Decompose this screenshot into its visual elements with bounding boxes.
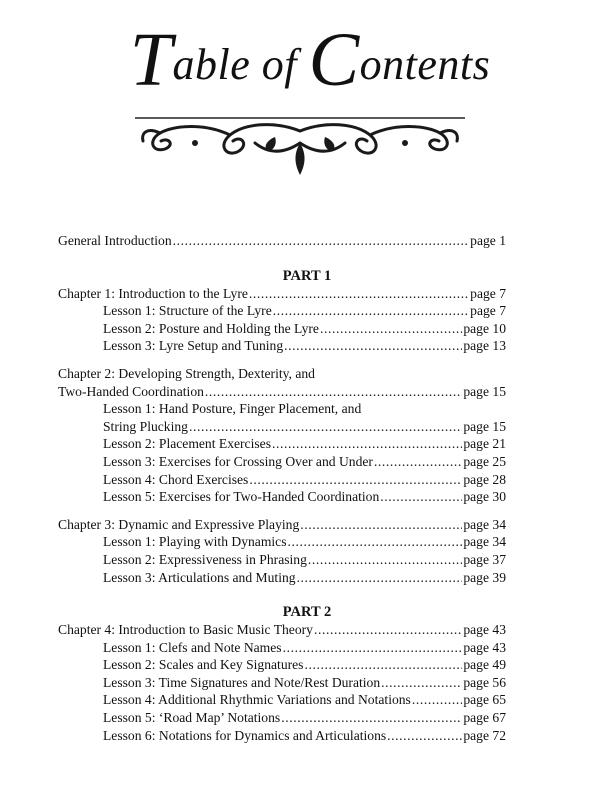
- title-initial-c: C: [308, 18, 360, 102]
- toc-entry-lesson[interactable]: [58, 569, 506, 587]
- title-rest-1: able of: [172, 40, 309, 89]
- dot-leader: [249, 471, 462, 489]
- toc-entry-chapter-1[interactable]: [58, 285, 506, 303]
- entry-label: Lesson 2: Placement Exercises: [103, 436, 271, 452]
- entry-page: page 21: [463, 436, 506, 452]
- title-rest-2: ontents: [359, 40, 491, 89]
- dot-leader: [297, 569, 463, 587]
- dot-leader: [283, 639, 463, 657]
- entry-page: page 13: [463, 338, 506, 354]
- entry-page: page 72: [463, 727, 506, 743]
- entry-label: Chapter 3: Dynamic and Expressive Playing: [58, 516, 300, 532]
- toc-entry-chapter-4[interactable]: [58, 621, 506, 639]
- entry-label: General Introduction: [58, 233, 172, 248]
- entry-label: Lesson 4: Chord Exercises: [103, 471, 249, 487]
- dot-leader: [380, 488, 462, 506]
- dot-leader: [314, 621, 462, 639]
- entry-page: page 28: [463, 471, 506, 487]
- entry-label: Two-Handed Coordination: [58, 383, 204, 399]
- entry-page: page 1: [470, 233, 506, 248]
- dot-leader: [320, 320, 462, 338]
- entry-page: page 34: [463, 534, 506, 550]
- entry-page: page 30: [463, 489, 506, 505]
- entry-label: Lesson 2: Expressiveness in Phrasing: [103, 551, 307, 567]
- toc-entry-lesson[interactable]: [58, 302, 506, 320]
- entry-page: page 43: [463, 639, 506, 655]
- entry-page: page 15: [463, 418, 506, 434]
- entry-label: Lesson 4: Additional Rhythmic Variations and Notations: [103, 692, 411, 708]
- entry-page: page 65: [463, 692, 506, 708]
- entry-label: Lesson 5: Exercises for Two-Handed Coordination: [103, 489, 380, 505]
- entry-label: Lesson 3: Exercises for Crossing Over and Under: [103, 453, 373, 469]
- entry-page: page 37: [463, 551, 506, 567]
- entry-label: Lesson 5: ‘Road Map’ Notations: [103, 710, 281, 726]
- toc-entry-lesson[interactable]: [58, 727, 506, 745]
- toc-entry-lesson[interactable]: [58, 691, 506, 709]
- dot-leader: [412, 691, 462, 709]
- dot-leader: [308, 551, 462, 569]
- entry-page: page 39: [463, 569, 506, 585]
- page-title: [110, 18, 510, 102]
- toc-entry-lesson[interactable]: [58, 533, 506, 551]
- toc-entry-lesson[interactable]: [58, 709, 506, 727]
- dot-leader: [284, 337, 462, 355]
- dot-leader: [374, 453, 462, 471]
- toc-entry-lesson[interactable]: [58, 488, 506, 506]
- entry-page: page 10: [463, 320, 506, 336]
- toc-entry-lesson[interactable]: [58, 674, 506, 692]
- toc-entry-chapter-3[interactable]: [58, 516, 506, 534]
- toc-entry-lesson[interactable]: [58, 656, 506, 674]
- dot-leader: [189, 418, 462, 436]
- entry-label: Lesson 6: Notations for Dynamics and Articulations: [103, 727, 387, 743]
- entry-label: Lesson 1: Clefs and Note Names: [103, 639, 282, 655]
- dot-leader: [273, 302, 469, 320]
- entry-label: Lesson 2: Scales and Key Signatures: [103, 657, 304, 673]
- entry-label: Lesson 2: Posture and Holding the Lyre: [103, 320, 319, 336]
- dot-leader: [381, 674, 462, 692]
- toc-entry-lesson[interactable]: [58, 551, 506, 569]
- entry-page: page 49: [463, 657, 506, 673]
- toc-entry-lesson[interactable]: [58, 453, 506, 471]
- lesson-title-line: Lesson 1: Hand Posture, Finger Placement, and: [103, 401, 362, 417]
- dot-leader: [300, 516, 462, 534]
- dot-leader: [304, 656, 462, 674]
- toc-entry-lesson[interactable]: [58, 337, 506, 355]
- dot-leader: [288, 533, 463, 551]
- toc-entry-lesson[interactable]: [58, 320, 506, 338]
- flourish-ornament-icon: [135, 113, 465, 183]
- entry-label: Lesson 3: Articulations and Muting: [103, 569, 296, 585]
- dot-leader: [387, 727, 462, 745]
- entry-page: page 34: [463, 516, 506, 532]
- entry-label: Chapter 1: Introduction to the Lyre: [58, 285, 248, 301]
- dot-leader: [281, 709, 462, 727]
- dot-leader: [272, 435, 462, 453]
- toc-entry-lesson[interactable]: [58, 639, 506, 657]
- chapter-title-line: Chapter 2: Developing Strength, Dexterity, and: [58, 365, 315, 381]
- entry-label: Lesson 1: Structure of the Lyre: [103, 303, 272, 319]
- toc-entry-general-introduction[interactable]: [58, 232, 506, 250]
- entry-page: page 25: [463, 453, 506, 469]
- dot-leader: [173, 232, 470, 250]
- entry-page: page 7: [470, 303, 506, 319]
- entry-page: page 43: [463, 622, 506, 638]
- entry-label: String Plucking: [103, 418, 188, 434]
- entry-page: page 15: [463, 383, 506, 399]
- title-block: [110, 18, 510, 178]
- entry-page: page 7: [470, 285, 506, 301]
- entry-label: Lesson 3: Lyre Setup and Tuning: [103, 338, 284, 354]
- toc-entry-lesson[interactable]: [58, 418, 506, 436]
- entry-page: page 56: [463, 674, 506, 690]
- toc-entry-lesson[interactable]: [58, 435, 506, 453]
- entry-page: page 67: [463, 710, 506, 726]
- dot-leader: [249, 285, 469, 303]
- part-heading: PART 2: [282, 604, 332, 621]
- toc-entry-lesson[interactable]: [58, 471, 506, 489]
- part-heading: PART 1: [282, 267, 332, 284]
- entry-label: Chapter 4: Introduction to Basic Music Theory: [58, 622, 313, 638]
- entry-label: Lesson 3: Time Signatures and Note/Rest Duration: [103, 674, 381, 690]
- dot-leader: [205, 383, 462, 401]
- toc-entry-chapter-2[interactable]: [58, 383, 506, 401]
- entry-label: Lesson 1: Playing with Dynamics: [103, 534, 287, 550]
- title-initial-t: T: [129, 18, 173, 102]
- table-of-contents: [58, 232, 506, 744]
